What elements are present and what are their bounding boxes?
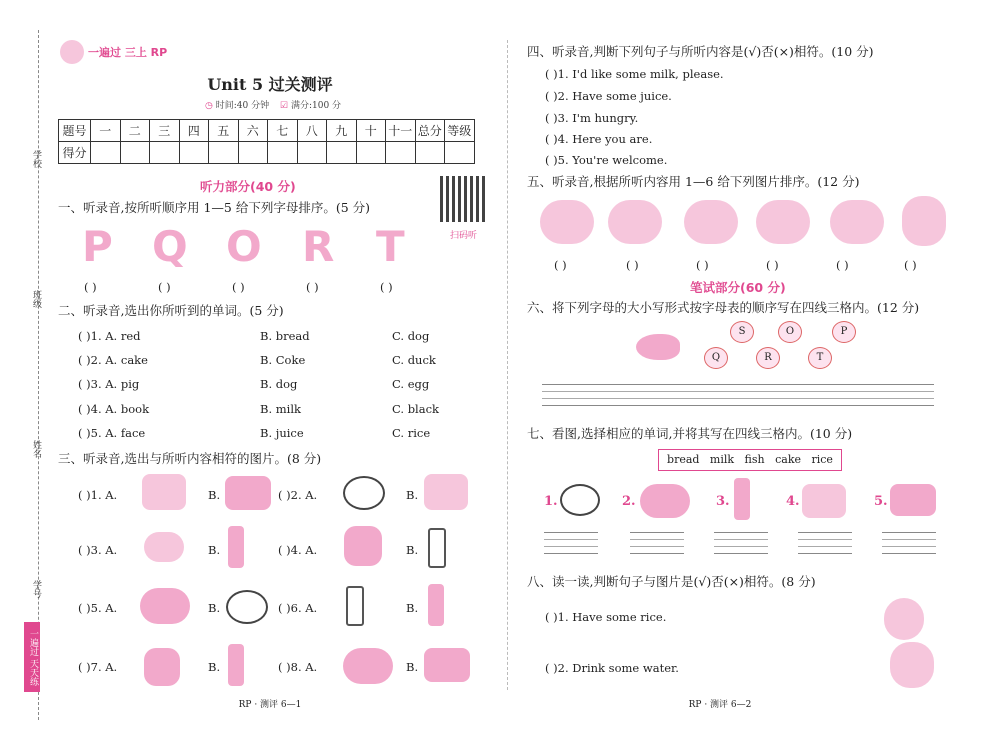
q1-bracket-5[interactable]: ( ): [380, 280, 393, 294]
q2-item-2[interactable]: ( )2. A. cake: [78, 353, 148, 367]
q2-item-3-c[interactable]: C. egg: [392, 377, 430, 391]
q4-item-4[interactable]: ( )4. Here you are.: [545, 132, 653, 146]
letter-R: R: [302, 222, 335, 271]
q7-answer-2-lines[interactable]: [630, 532, 684, 554]
score-cell[interactable]: [268, 142, 298, 164]
q1-bracket-2[interactable]: ( ): [158, 280, 171, 294]
letter-P: P: [82, 222, 113, 271]
q2-item-3[interactable]: ( )3. A. pig: [78, 377, 140, 391]
q6-title: 六、将下列字母的大小写形式按字母表的顺序写在四线三格内。(12 分): [527, 300, 920, 315]
score-header-5: 五: [209, 120, 239, 142]
score-cell[interactable]: [238, 142, 268, 164]
water-glass-picture-icon[interactable]: [428, 528, 446, 568]
score-header-9: 九: [327, 120, 357, 142]
q5-title: 五、听录音,根据所听内容用 1—6 给下列图片排序。(12 分): [527, 174, 860, 189]
score-cell[interactable]: [179, 142, 209, 164]
score-cell[interactable]: [120, 142, 150, 164]
footer-left: RP · 测评 6—1: [238, 700, 302, 710]
water-glass-picture-icon[interactable]: [346, 586, 364, 626]
spine-name: 姓名: [31, 440, 41, 458]
q2-item-4[interactable]: ( )4. A. book: [78, 402, 150, 416]
fish-plate-picture-icon[interactable]: [140, 588, 190, 624]
score-header-11: 十一: [386, 120, 416, 142]
time-text: 时间:40 分钟: [215, 101, 270, 111]
q5-bracket-1[interactable]: ( ): [554, 258, 567, 272]
bread-picture-icon: [802, 484, 846, 518]
q6-writing-lines[interactable]: [542, 384, 934, 406]
time-label: [205, 98, 269, 111]
milk-bottle-picture-icon[interactable]: [228, 526, 244, 568]
q7-num-1: 1.: [544, 494, 558, 509]
q3-item-1[interactable]: ( )1. A.: [78, 488, 118, 502]
score-header-13: 等级: [445, 120, 475, 142]
score-header-1: 一: [91, 120, 121, 142]
q2-item-2-c[interactable]: C. duck: [392, 353, 436, 367]
scene-picture-2-icon[interactable]: [608, 200, 662, 244]
score-cell[interactable]: [327, 142, 357, 164]
bubble-S: S: [730, 321, 754, 343]
q3-item-8[interactable]: ( )8. A.: [278, 660, 318, 674]
bread-picture-icon[interactable]: [142, 474, 186, 510]
score-header-6: 六: [238, 120, 268, 142]
q3-item-5[interactable]: ( )5. A.: [78, 601, 118, 615]
q7-title: 七、看图,选择相应的单词,并将其写在四线三格内。(10 分): [527, 426, 853, 441]
score-cell[interactable]: [445, 142, 475, 164]
q3-item-1-b[interactable]: B.: [208, 488, 221, 502]
footer-right: RP · 测评 6—2: [688, 700, 752, 710]
q2-item-4-b[interactable]: B. milk: [260, 402, 301, 416]
q3-title: 三、听录音,选出与所听内容相符的图片。(8 分): [58, 451, 322, 466]
score-table: [58, 119, 475, 164]
q1-bracket-1[interactable]: ( ): [84, 280, 97, 294]
q5-bracket-4[interactable]: ( ): [766, 258, 779, 272]
cake-picture-icon[interactable]: [225, 476, 271, 510]
q2-item-2-b[interactable]: B. Coke: [260, 353, 306, 367]
q7-answer-5-lines[interactable]: [882, 532, 936, 554]
q7-answer-1-lines[interactable]: [544, 532, 598, 554]
boy-eating-picture-icon: [884, 598, 924, 640]
q4-item-2[interactable]: ( )2. Have some juice.: [545, 89, 672, 103]
scene-picture-5-icon[interactable]: [830, 200, 884, 244]
juice-picture-icon[interactable]: [344, 526, 382, 566]
score-row-label: 得分: [59, 142, 91, 164]
rice-bowl-picture-icon: [560, 484, 600, 516]
q5-bracket-6[interactable]: ( ): [904, 258, 917, 272]
score-cell[interactable]: [150, 142, 180, 164]
q3-item-7[interactable]: ( )7. A.: [78, 660, 118, 674]
q4-item-1[interactable]: ( )1. I'd like some milk, please.: [545, 67, 724, 81]
q4-item-3[interactable]: ( )3. I'm hungry.: [545, 111, 639, 125]
q7-answer-3-lines[interactable]: [714, 532, 768, 554]
q5-bracket-3[interactable]: ( ): [696, 258, 709, 272]
q3-item-5-b[interactable]: B.: [208, 601, 221, 615]
score-header-0: 题号: [59, 120, 91, 142]
q3-item-4[interactable]: ( )4. A.: [278, 543, 318, 557]
rice-bowl-picture-icon[interactable]: [226, 590, 268, 624]
q4-item-5[interactable]: ( )5. You're welcome.: [545, 153, 668, 167]
qr-scan-label: 扫码听: [450, 231, 478, 241]
q2-item-1-c[interactable]: C. dog: [392, 329, 430, 343]
q2-item-1[interactable]: ( )1. A. red: [78, 329, 141, 343]
clock-icon: ◷: [205, 101, 213, 111]
q3-item-2[interactable]: ( )2. A.: [278, 488, 318, 502]
q4-title: 四、听录音,判断下列句子与所听内容是(√)否(×)相符。(10 分): [527, 44, 874, 59]
bubble-O: O: [778, 321, 802, 343]
full-score-label: [280, 98, 341, 111]
milk-bottle-picture-icon[interactable]: [428, 584, 444, 626]
q8-item-2[interactable]: ( )2. Drink some water.: [545, 661, 679, 675]
q2-item-5-c[interactable]: C. rice: [392, 426, 431, 440]
score-header-12: 总分: [415, 120, 445, 142]
brand-label: 一遍过 三上 RP: [88, 46, 168, 59]
cake-picture-icon: [890, 484, 936, 516]
scene-picture-3-icon[interactable]: [684, 200, 738, 244]
milk-bottle-picture-icon: [734, 478, 750, 520]
q1-bracket-4[interactable]: ( ): [306, 280, 319, 294]
bread-picture-icon[interactable]: [424, 474, 468, 510]
q7-num-5: 5.: [874, 494, 888, 509]
q5-bracket-5[interactable]: ( ): [836, 258, 849, 272]
scene-picture-4-icon[interactable]: [756, 200, 810, 244]
scene-picture-1-icon[interactable]: [540, 200, 594, 244]
score-cell[interactable]: [297, 142, 327, 164]
score-cell[interactable]: [356, 142, 386, 164]
q3-item-6-b[interactable]: B.: [406, 601, 419, 615]
scene-picture-6-icon[interactable]: [902, 196, 946, 246]
q7-num-2: 2.: [622, 494, 636, 509]
q7-word-bank: bread milk fish cake rice: [658, 449, 842, 471]
q2-item-5-b[interactable]: B. juice: [260, 426, 304, 440]
eggs-picture-icon[interactable]: [144, 532, 184, 562]
spine-school: 学校: [31, 150, 41, 168]
score-header-2: 二: [120, 120, 150, 142]
letter-T: T: [376, 222, 405, 271]
q3-item-2-b[interactable]: B.: [406, 488, 419, 502]
q3-item-7-b[interactable]: B.: [208, 660, 221, 674]
score-header-10: 十: [356, 120, 386, 142]
milk-bottle-picture-icon[interactable]: [228, 644, 244, 686]
qr-code-icon[interactable]: [440, 176, 486, 222]
binding-line: [38, 30, 39, 720]
spine-class: 班级: [31, 290, 41, 308]
listening-heading: 听力部分(40 分): [200, 179, 296, 194]
flower-logo-icon: [60, 40, 84, 64]
score-cell[interactable]: [91, 142, 121, 164]
score-cell[interactable]: [386, 142, 416, 164]
q2-item-4-c[interactable]: C. black: [392, 402, 440, 416]
rice-bowl-picture-icon[interactable]: [343, 476, 385, 510]
spine-brand-tag: 一遍过 天天练: [24, 622, 40, 692]
score-header-4: 四: [179, 120, 209, 142]
q7-num-4: 4.: [786, 494, 800, 509]
q2-title: 二、听录音,选出你所听到的单词。(5 分): [58, 303, 284, 318]
girl-drinking-picture-icon: [890, 642, 934, 688]
bubble-P: P: [832, 321, 856, 343]
q3-item-4-b[interactable]: B.: [406, 543, 419, 557]
written-heading: 笔试部分(60 分): [690, 280, 786, 295]
bubble-Q: Q: [704, 347, 728, 369]
q8-title: 八、读一读,判断句子与图片是(√)否(×)相符。(8 分): [527, 574, 816, 589]
score-header-7: 七: [268, 120, 298, 142]
fish-icon: [636, 334, 680, 360]
juice-picture-icon[interactable]: [144, 648, 180, 686]
letter-Q: Q: [152, 222, 188, 271]
bubble-R: R: [756, 347, 780, 369]
q8-item-1[interactable]: ( )1. Have some rice.: [545, 610, 667, 624]
page-title: Unit 5 过关测评: [207, 75, 333, 94]
score-cell[interactable]: [209, 142, 239, 164]
q3-item-6[interactable]: ( )6. A.: [278, 601, 318, 615]
check-box-icon: ☑: [280, 101, 289, 111]
score-header-3: 三: [150, 120, 180, 142]
q1-bracket-3[interactable]: ( ): [232, 280, 245, 294]
page-divider: [507, 40, 508, 690]
fish-plate-picture-icon: [640, 484, 690, 518]
q2-item-5[interactable]: ( )5. A. face: [78, 426, 146, 440]
q7-answer-4-lines[interactable]: [798, 532, 852, 554]
q5-bracket-2[interactable]: ( ): [626, 258, 639, 272]
q1-title: 一、听录音,按所听顺序用 1—5 给下列字母排序。(5 分): [58, 200, 371, 215]
bubble-T: T: [808, 347, 832, 369]
q3-item-3-b[interactable]: B.: [208, 543, 221, 557]
full-score-text: 满分:100 分: [290, 101, 342, 111]
score-header-8: 八: [297, 120, 327, 142]
q2-item-3-b[interactable]: B. dog: [260, 377, 298, 391]
score-cell[interactable]: [415, 142, 445, 164]
q7-num-3: 3.: [716, 494, 730, 509]
spine-number: 学号: [31, 580, 41, 598]
q3-item-3[interactable]: ( )3. A.: [78, 543, 118, 557]
cake-picture-icon[interactable]: [424, 648, 470, 682]
fish-plate-picture-icon[interactable]: [343, 648, 393, 684]
letter-O: O: [226, 222, 262, 271]
q3-item-8-b[interactable]: B.: [406, 660, 419, 674]
q2-item-1-b[interactable]: B. bread: [260, 329, 310, 343]
